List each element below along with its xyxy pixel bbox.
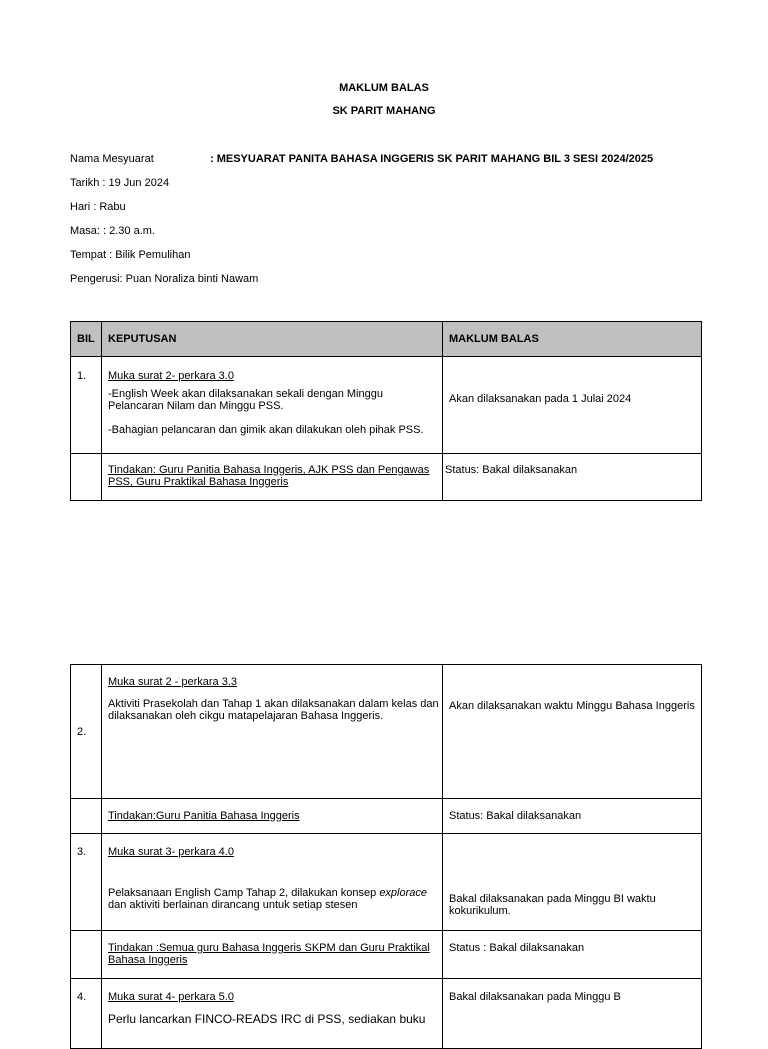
page-reference: Muka surat 2 - perkara 3.3	[108, 676, 238, 688]
feedback-cell: Bakal dilaksanakan pada Minggu B	[443, 979, 702, 1049]
action-text: Tindakan :Semua guru Bahasa Inggeris SKPM dan Guru Praktikal Bahasa Inggeris	[108, 942, 430, 966]
decision-text: Perlu lancarkan FINCO-READS IRC di PSS, sediakan buku	[108, 1012, 426, 1026]
table-row	[71, 357, 702, 454]
feedback-cell: Bakal dilaksanakan pada Minggu BI waktu kokurikulum.	[443, 834, 702, 931]
decision-cell	[102, 979, 443, 1049]
row-number: 1.	[71, 357, 102, 454]
row-number: 3.	[71, 834, 102, 931]
table-row	[71, 834, 702, 931]
meeting-name-label: Nama Mesyuarat	[70, 153, 154, 165]
table-header-row	[71, 322, 702, 357]
action-cell	[102, 454, 443, 501]
feedback-cell: Akan dilaksanakan pada 1 Julai 2024	[443, 357, 702, 454]
status-cell: Status: Bakal dilaksanakan	[443, 799, 702, 834]
table-row	[71, 665, 702, 799]
meeting-chair: Pengerusi: Puan Noraliza binti Nawam	[70, 273, 259, 285]
feedback-cell: Akan dilaksanakan waktu Minggu Bahasa Inggeris	[443, 665, 702, 799]
action-cell	[102, 799, 443, 834]
row-number: 2.	[71, 665, 102, 799]
decisions-table-page1	[70, 321, 702, 501]
decision-cell	[102, 357, 443, 454]
row-number-empty	[71, 799, 102, 834]
decision-text: -English Week akan dilaksanakan sekali dengan Minggu Pelancaran Nilam dan Minggu PSS.	[108, 388, 383, 412]
row-number: 4.	[71, 979, 102, 1049]
action-cell	[102, 931, 443, 979]
decision-text: Aktiviti Prasekolah dan Tahap 1 akan dilaksanakan dalam kelas dan dilaksanakan oleh cikgu matapelajaran Bahasa Inggeris.	[108, 698, 439, 722]
decision-text: Pelaksanaan English Camp Tahap 2, dilakukan konsep explorace dan aktiviti berlainan dirancang untuk setiap stesen	[108, 887, 428, 911]
page-reference: Muka surat 3- perkara 4.0	[108, 846, 234, 858]
table-row	[71, 799, 702, 834]
meeting-date: Tarikh : 19 Jun 2024	[70, 177, 170, 189]
header-maklum-balas: MAKLUM BALAS	[443, 322, 702, 357]
meeting-name-value: : MESYUARAT PANITA BAHASA INGGERIS SK PARIT MAHANG BIL 3 SESI 2024/2025	[210, 153, 654, 165]
page-reference: Muka surat 4- perkara 5.0	[108, 991, 234, 1003]
status-cell: Status : Bakal dilaksanakan	[443, 931, 702, 979]
decision-cell	[102, 834, 443, 931]
meeting-place: Tempat : Bilik Pemulihan	[70, 249, 191, 261]
action-text: Tindakan: Guru Panitia Bahasa Inggeris, AJK PSS dan Pengawas PSS, Guru Praktikal Bahasa Inggeris	[108, 464, 430, 488]
table-row	[71, 931, 702, 979]
meeting-day: Hari : Rabu	[70, 201, 126, 213]
row-number-empty	[71, 931, 102, 979]
document-title: MAKLUM BALAS	[339, 82, 429, 94]
action-text: Tindakan:Guru Panitia Bahasa Inggeris	[108, 810, 300, 822]
row-number-empty	[71, 454, 102, 501]
table-row	[71, 979, 702, 1049]
status-cell: Status: Bakal dilaksanakan	[443, 454, 702, 501]
school-name: SK PARIT MAHANG	[332, 105, 436, 117]
decisions-table-page2	[70, 664, 702, 1049]
meeting-time: Masa: : 2.30 a.m.	[70, 225, 155, 237]
table-row	[71, 454, 702, 501]
page-reference: Muka surat 2- perkara 3.0	[108, 370, 234, 382]
decision-text: -Bahagian pelancaran dan gimik akan dilakukan oleh pihak PSS.	[108, 424, 424, 436]
header-keputusan: KEPUTUSAN	[102, 322, 443, 357]
header-bil: BIL	[71, 322, 102, 357]
decision-cell	[102, 665, 443, 799]
